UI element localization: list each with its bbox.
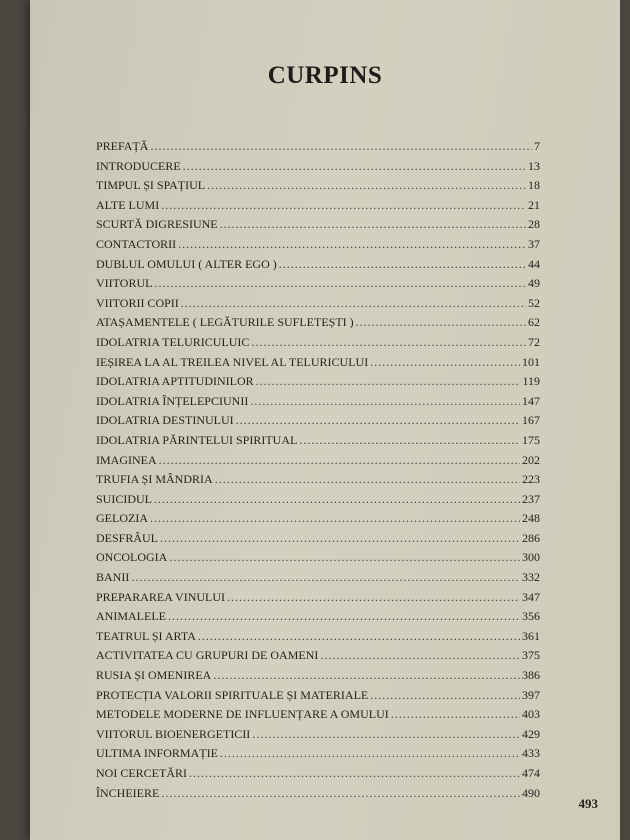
toc-entry-page: 49	[528, 276, 540, 291]
toc-entry	[96, 217, 540, 237]
toc-entry-label: IDOLATRIA ÎNȚELEPCIUNII	[96, 393, 249, 408]
toc-leader-dots	[160, 531, 520, 546]
toc-leader-dots	[391, 707, 520, 722]
toc-leader-dots	[159, 453, 520, 468]
toc-entry-label: IDOLATRIA APTITUDINILOR	[96, 374, 254, 389]
toc-entry-page: 72	[528, 334, 540, 349]
toc-entry	[96, 472, 540, 492]
toc-entry-page: 356	[522, 609, 540, 624]
toc-entry-label: SCURTĂ DIGRESIUNE	[96, 217, 218, 232]
toc-entry	[96, 394, 540, 414]
toc-entry	[96, 413, 540, 433]
toc-leader-dots	[161, 786, 520, 801]
toc-entry-page: 490	[522, 785, 540, 800]
toc-leader-dots	[207, 178, 526, 193]
toc-entry-page: 202	[522, 452, 540, 467]
toc-entry-page: 332	[522, 570, 540, 585]
toc-entry-page: 21	[528, 197, 540, 212]
toc-leader-dots	[154, 276, 526, 291]
toc-leader-dots	[181, 296, 526, 311]
toc-leader-dots	[356, 315, 526, 330]
toc-entry-label: ACTIVITATEA CU GRUPURI DE OAMENI	[96, 648, 319, 663]
toc-leader-dots	[256, 374, 521, 389]
toc-leader-dots	[320, 648, 520, 663]
toc-entry-label: NOI CERCETĂRI	[96, 766, 187, 780]
toc-entry-label: DUBLUL OMULUI ( ALTER EGO )	[96, 256, 277, 271]
toc-entry-page: 429	[522, 726, 540, 741]
toc-leader-dots	[131, 570, 520, 585]
toc-entry-page: 386	[522, 668, 540, 683]
toc-leader-dots	[215, 472, 520, 487]
toc-entry	[96, 198, 540, 218]
toc-entry	[96, 609, 540, 629]
toc-entry-label: TIMPUL ȘI SPAȚIUL	[96, 178, 206, 193]
toc-entry	[96, 355, 540, 375]
toc-entry-label: IDOLATRIA PĂRINTELUI SPIRITUAL	[96, 432, 298, 447]
toc-entry	[96, 453, 540, 473]
toc-entry	[96, 335, 540, 355]
toc-leader-dots	[150, 139, 532, 154]
toc-entry-label: IMAGINEA	[96, 452, 157, 467]
toc-entry-label: PREFAȚĂ	[96, 139, 149, 153]
toc-entry-page: 300	[522, 550, 540, 565]
toc-entry-page: 13	[528, 158, 540, 173]
toc-entry-page: 347	[522, 589, 540, 604]
toc-entry-page: 101	[522, 354, 540, 369]
toc-entry-label: PROTECȚIA VALORII SPIRITUALE ȘI MATERIALE	[96, 687, 369, 702]
toc-entry-page: 167	[522, 413, 540, 428]
toc-entry	[96, 374, 540, 394]
toc-entry-page: 52	[528, 295, 540, 310]
toc-leader-dots	[279, 257, 526, 272]
toc-entry	[96, 648, 540, 668]
toc-entry-page: 18	[528, 178, 540, 193]
toc-entry-page: 223	[522, 472, 540, 487]
toc-entry-label: VIITORUL	[96, 276, 153, 291]
toc-entry	[96, 276, 540, 296]
toc-entry	[96, 237, 540, 257]
toc-leader-dots	[213, 668, 520, 683]
toc-entry-page: 286	[522, 530, 540, 545]
toc-entry	[96, 688, 540, 708]
toc-leader-dots	[189, 766, 520, 781]
toc-entry-label: ALTE LUMI	[96, 197, 160, 212]
toc-leader-dots	[168, 609, 520, 624]
toc-entry-label: ANIMALELE	[96, 609, 166, 624]
toc-entry-page: 474	[522, 766, 540, 780]
toc-entry	[96, 178, 540, 198]
toc-entry-label: ULTIMA INFORMAȚIE	[96, 746, 218, 761]
toc-entry	[96, 531, 540, 551]
toc-entry-label: ÎNCHEIERE	[96, 785, 160, 800]
toc-entry-page: 403	[522, 707, 540, 722]
toc-entry-label: VIITORUL BIOENERGETICII	[96, 726, 251, 741]
toc-entry-page: 119	[522, 374, 540, 389]
toc-entry	[96, 433, 540, 453]
toc-leader-dots	[299, 433, 520, 448]
toc-entry-page: 361	[522, 628, 540, 643]
toc-entry-page: 175	[522, 432, 540, 447]
toc-entry	[96, 296, 540, 316]
toc-entry	[96, 139, 540, 159]
toc-leader-dots	[183, 159, 526, 174]
toc-entry	[96, 511, 540, 531]
toc-entry	[96, 629, 540, 649]
toc-leader-dots	[220, 746, 520, 761]
toc-leader-dots	[169, 550, 520, 565]
toc-entry-label: BANII	[96, 570, 130, 585]
toc-entry	[96, 159, 540, 179]
book-page	[30, 0, 620, 840]
toc-entry-label: INTRODUCERE	[96, 158, 181, 173]
toc-entry-label: TRUFIA ȘI MÂNDRIA	[96, 472, 213, 487]
toc-entry	[96, 707, 540, 727]
toc-entry-label: ATAȘAMENTELE ( LEGĂTURILE SUFLETEȘTI )	[96, 315, 354, 330]
toc-entry-page: 62	[528, 315, 540, 330]
toc-entry-label: IEȘIREA LA AL TREILEA NIVEL AL TELURICULUI	[96, 354, 369, 369]
toc-entry	[96, 570, 540, 590]
toc-entry-page: 37	[528, 236, 540, 251]
toc-entry-page: 28	[528, 217, 540, 232]
toc-entry-page: 397	[522, 687, 540, 702]
toc-entry-label: SUICIDUL	[96, 491, 152, 506]
toc-leader-dots	[370, 355, 520, 370]
toc-entry-label: IDOLATRIA TELURICULUIC	[96, 334, 250, 349]
toc-leader-dots	[251, 335, 526, 350]
toc-entry	[96, 315, 540, 335]
toc-entry-page: 375	[522, 648, 540, 663]
toc-leader-dots	[370, 688, 520, 703]
toc-entry	[96, 746, 540, 766]
toc-entry	[96, 550, 540, 570]
page-title: CURPINS	[267, 62, 383, 89]
toc-entry-label: RUSIA ȘI OMENIREA	[96, 668, 212, 683]
toc-entry-page: 248	[522, 511, 540, 526]
toc-entry	[96, 786, 540, 806]
toc-entry-label: ONCOLOGIA	[96, 550, 168, 565]
toc-entry-page: 44	[528, 256, 540, 271]
page-number: 493	[578, 796, 598, 811]
toc-entry-page: 433	[522, 746, 540, 761]
toc-entry-label: VIITORII COPII	[96, 295, 179, 310]
toc-leader-dots	[178, 237, 526, 252]
toc-entry-label: TEATRUL ȘI ARTA	[96, 628, 196, 643]
toc-entry-label: IDOLATRIA DESTINULUI	[96, 413, 234, 428]
toc-entry	[96, 590, 540, 610]
toc-leader-dots	[154, 492, 520, 507]
toc-entry-label: GELOZIA	[96, 511, 148, 526]
toc-entry-page: 7	[534, 139, 540, 153]
toc-leader-dots	[150, 511, 520, 526]
toc-entry	[96, 766, 540, 786]
toc-entry-label: METODELE MODERNE DE INFLUENȚARE A OMULUI	[96, 707, 389, 722]
toc-leader-dots	[161, 198, 526, 213]
toc-entry-label: PREPARAREA VINULUI	[96, 589, 226, 604]
toc-entry	[96, 727, 540, 747]
toc-leader-dots	[252, 727, 520, 742]
toc-entry	[96, 257, 540, 277]
toc-leader-dots	[250, 394, 520, 409]
toc-leader-dots	[236, 413, 520, 428]
toc-entry	[96, 668, 540, 688]
toc-leader-dots	[198, 629, 520, 644]
toc-leader-dots	[227, 590, 520, 605]
toc-entry-page: 147	[522, 393, 540, 408]
toc-leader-dots	[220, 217, 526, 232]
table-of-contents	[96, 139, 540, 805]
toc-entry-page: 237	[522, 491, 540, 506]
toc-entry-label: DESFRÂUL	[96, 530, 159, 545]
toc-entry-label: CONTACTORII	[96, 236, 177, 251]
toc-entry	[96, 492, 540, 512]
